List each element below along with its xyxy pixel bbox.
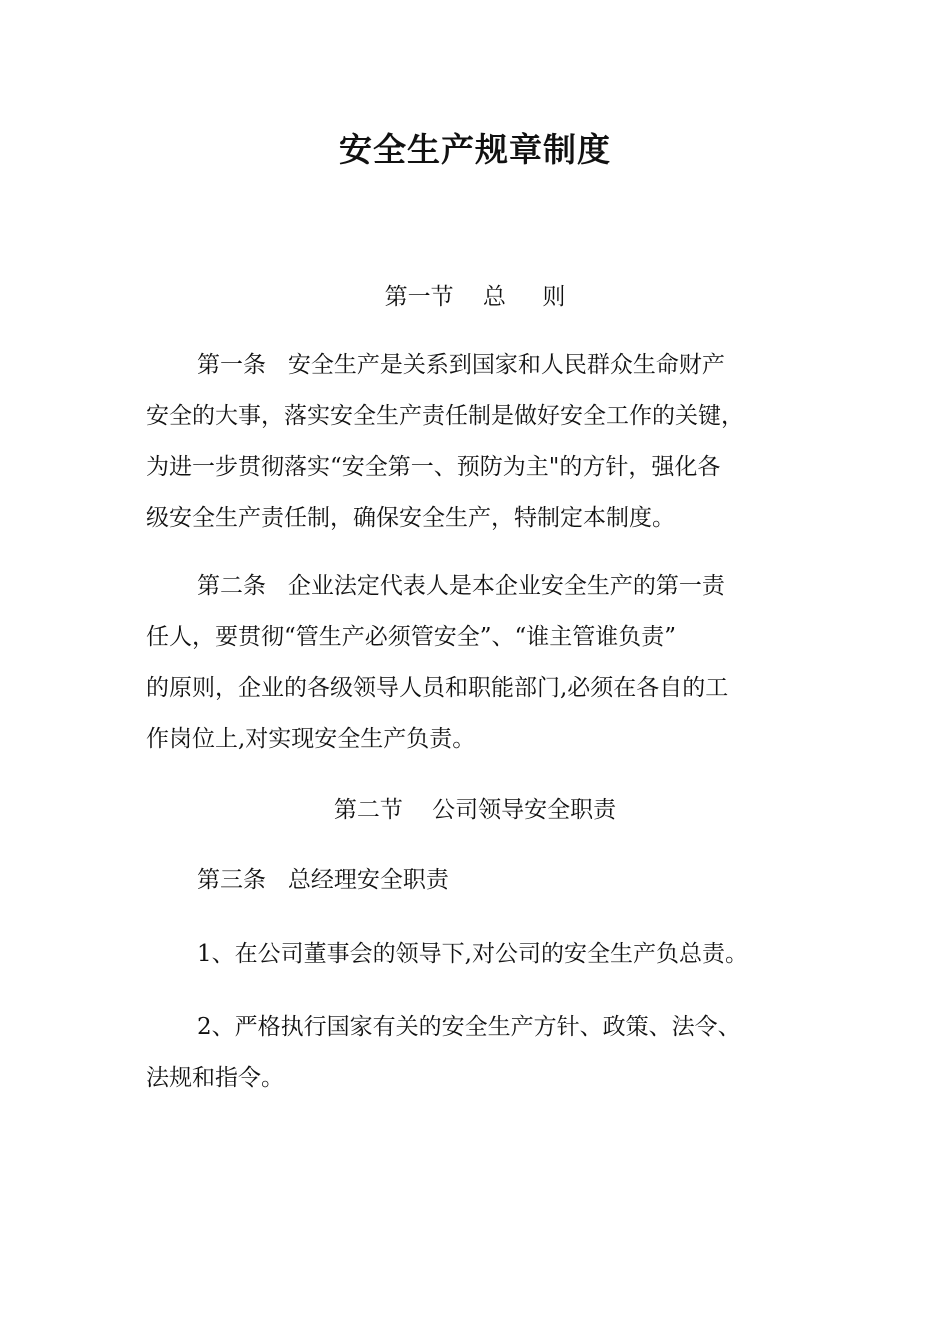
article-2-line-2: 任人，要贯彻“管生产必须管安全”、“谁主管谁负责” bbox=[146, 624, 677, 650]
article-3-heading bbox=[146, 855, 806, 906]
article-1-paragraph bbox=[146, 340, 806, 544]
article-3-heading-text: 第三条 总经理安全职责 bbox=[197, 867, 449, 893]
article-2-line-4: 作岗位上,对实现安全生产负责。 bbox=[146, 726, 476, 752]
article-3-item-2 bbox=[146, 1002, 806, 1104]
section-1-heading: 第一节 总 则 bbox=[384, 284, 566, 310]
document-title: 安全生产规章制度 bbox=[339, 130, 611, 169]
article-1-line-1: 第一条 安全生产是关系到国家和人民群众生命财产 bbox=[197, 352, 725, 378]
article-1-line-3: 为进一步贯彻落实“安全第一、预防为主"的方针，强化各 bbox=[146, 454, 721, 480]
article-3-item-1-line-1: 1、在公司董事会的领导下,对公司的安全生产负总责。 bbox=[197, 941, 748, 967]
article-2-paragraph bbox=[146, 561, 806, 765]
article-2-line-3: 的原则，企业的各级领导人员和职能部门,必须在各自的工 bbox=[146, 675, 729, 701]
article-3-item-2-line-1: 2、严格执行国家有关的安全生产方针、政策、法令、 bbox=[197, 1014, 741, 1040]
article-2-line-1: 第二条 企业法定代表人是本企业安全生产的第一责 bbox=[197, 573, 725, 599]
article-1-line-4: 级安全生产责任制，确保安全生产，特制定本制度。 bbox=[146, 505, 675, 531]
article-1-line-2: 安全的大事，落实安全生产责任制是做好安全工作的关键， bbox=[146, 403, 744, 429]
section-2-heading: 第二节 公司领导安全职责 bbox=[333, 797, 617, 823]
article-3-item-1 bbox=[146, 929, 806, 980]
article-3-item-2-line-2: 法规和指令。 bbox=[146, 1065, 284, 1091]
